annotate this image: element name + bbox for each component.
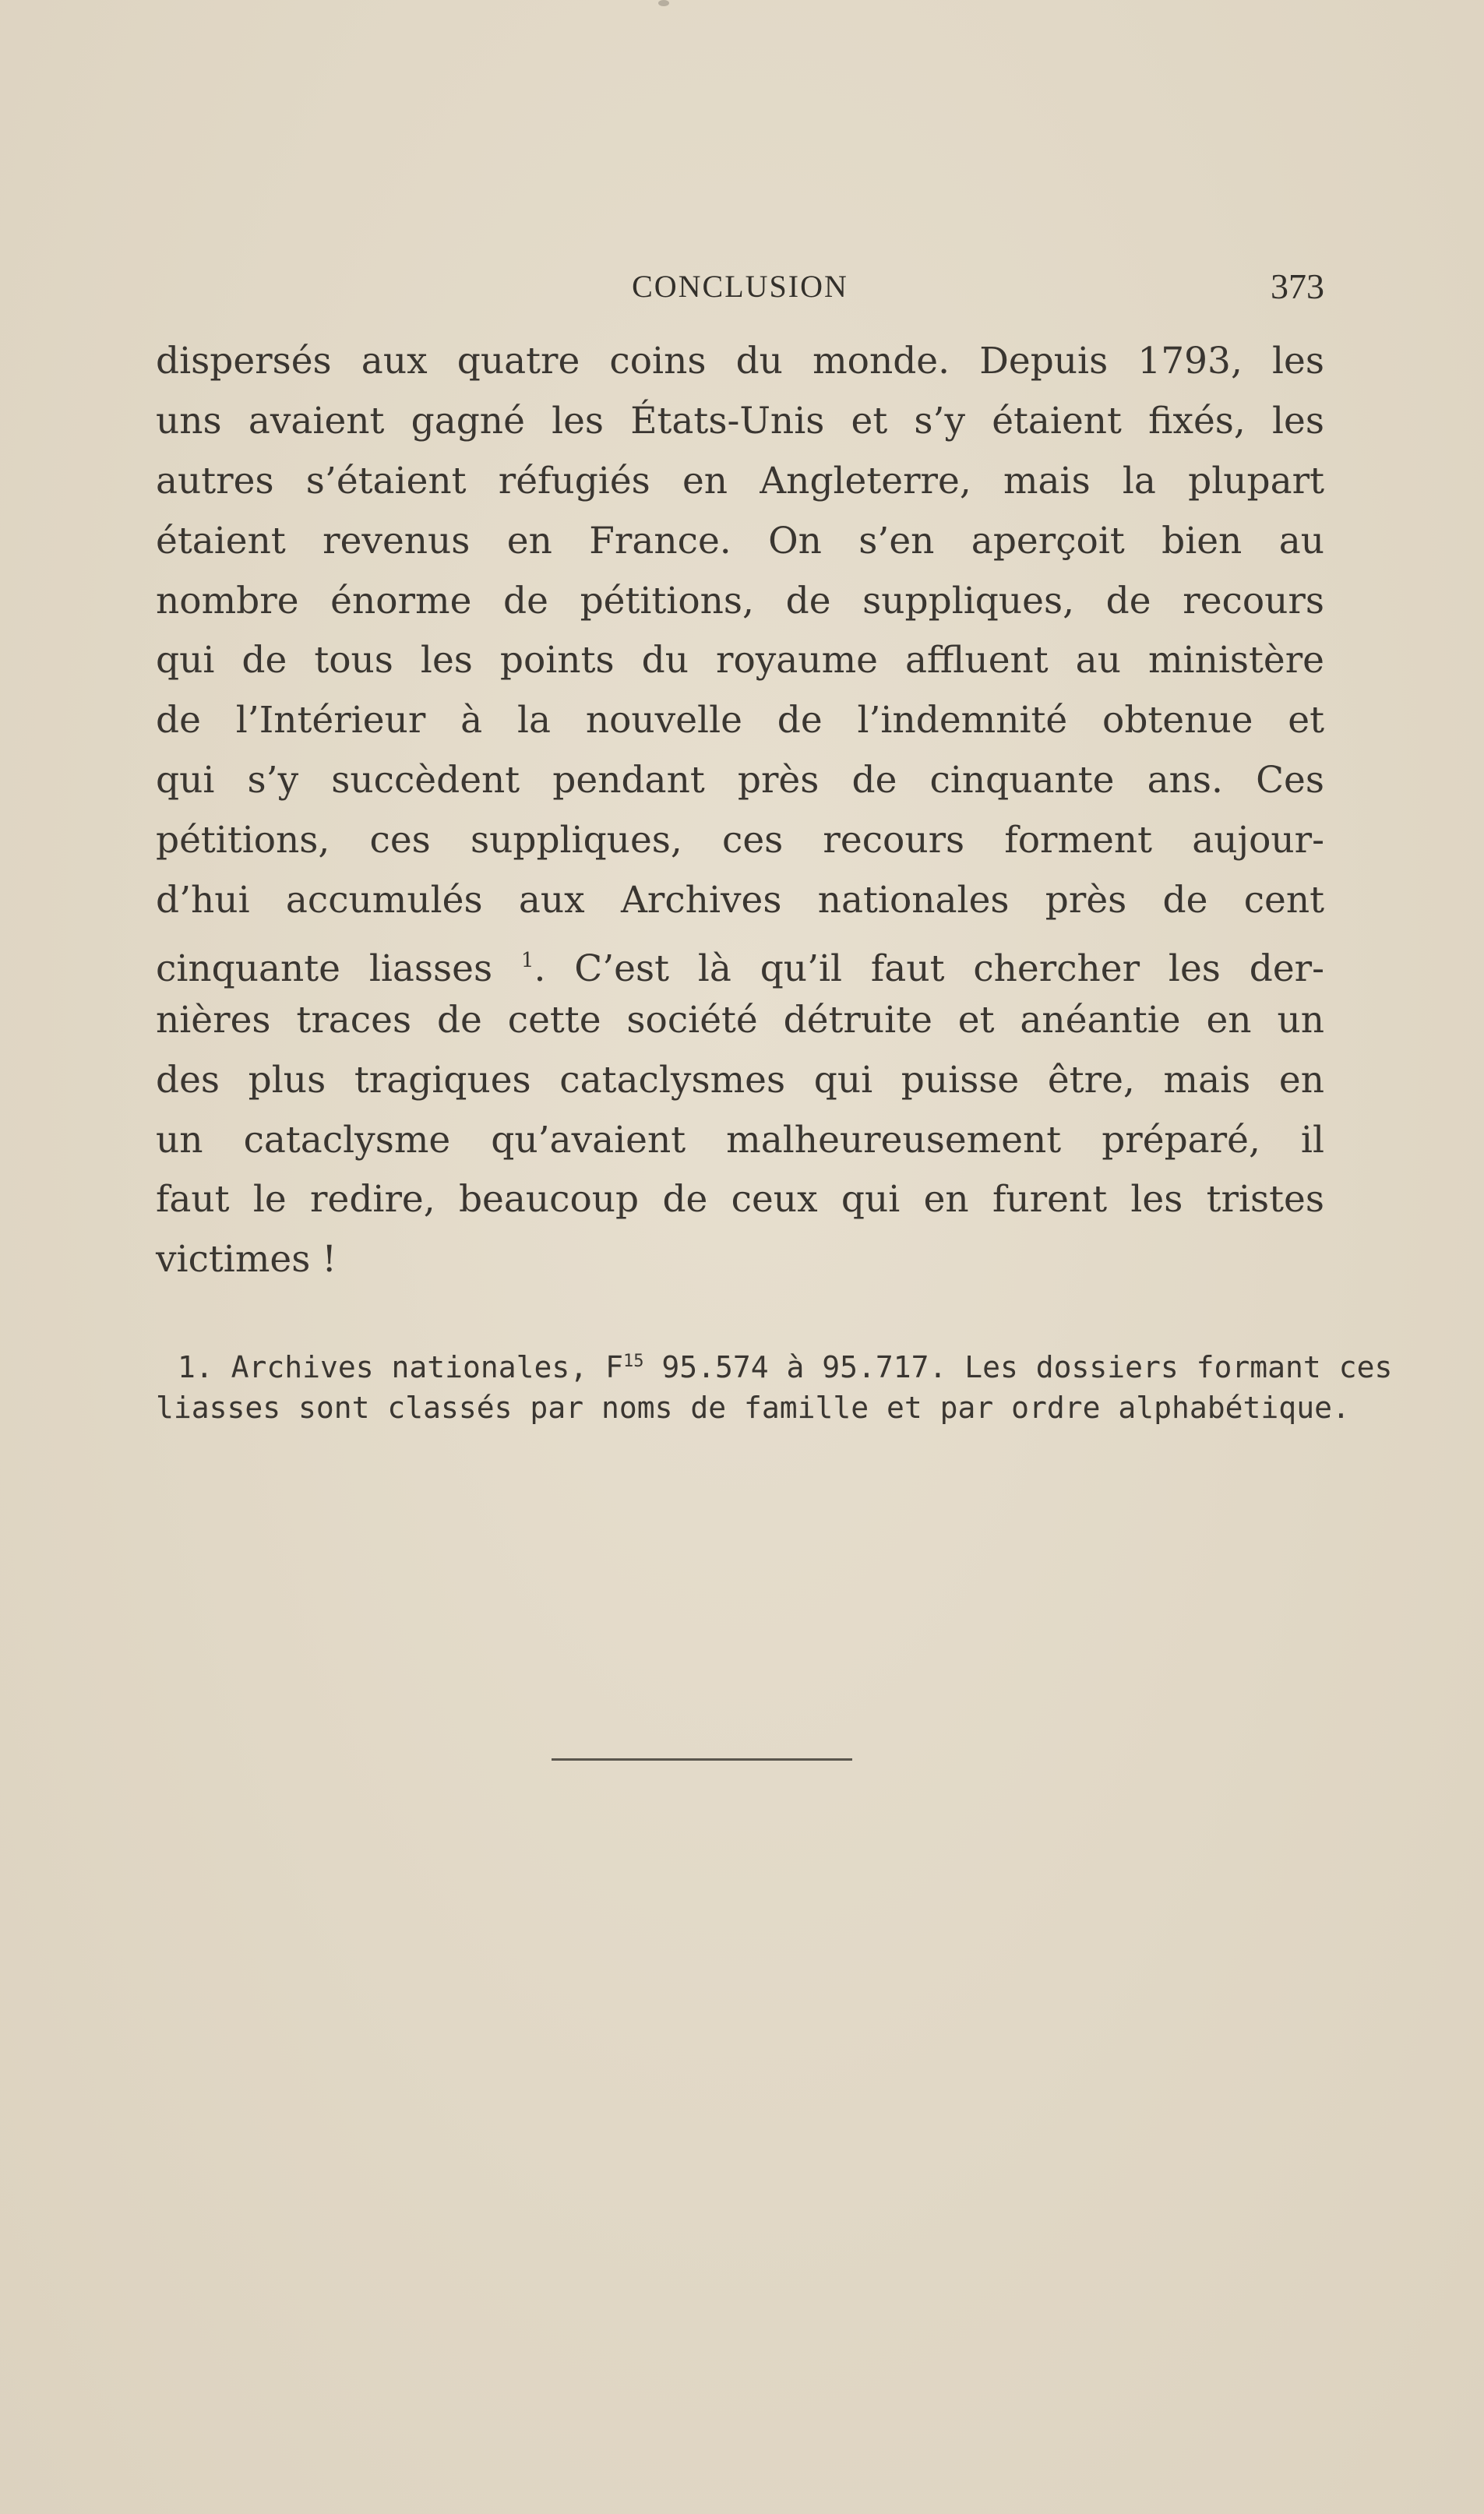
paper-speck bbox=[658, 0, 669, 6]
body-paragraph bbox=[156, 332, 1324, 1290]
footnote-text: 1. Archives nationales, F bbox=[178, 1350, 623, 1384]
text-line: pétitions, ces suppliques, ces recours forment aujour- bbox=[156, 819, 1324, 862]
text-line: uns avaient gagné les États-Unis et s’y étaient fixés, les bbox=[156, 399, 1324, 443]
text-line: nières traces de cette société détruite et anéantie en un bbox=[156, 998, 1324, 1042]
footnote-superscript: 15 bbox=[622, 1352, 644, 1371]
text-line-with-footnote-ref bbox=[156, 931, 1324, 991]
text-line: dispersés aux quatre coins du monde. Depuis 1793, les bbox=[156, 340, 1324, 383]
text-line: qui s’y succèdent pendant près de cinquante ans. Ces bbox=[156, 759, 1324, 802]
text-line: étaient revenus en France. On s’en aperçoit bien au bbox=[156, 519, 1324, 562]
text-line: victimes ! bbox=[156, 1238, 337, 1282]
text-fragment: . C’est là qu’il faut chercher les der- bbox=[534, 947, 1324, 990]
text-line: d’hui accumulés aux Archives nationales près de cent bbox=[156, 879, 1324, 922]
page-header bbox=[156, 263, 1324, 310]
text-line: de l’Intérieur à la nouvelle de l’indemnité obtenue et bbox=[156, 699, 1324, 742]
text-line: faut le redire, beaucoup de ceux qui en furent les tristes bbox=[156, 1178, 1324, 1222]
text-line: nombre énorme de pétitions, de suppliques, de recours bbox=[156, 579, 1324, 622]
text-fragment: cinquante liasses bbox=[156, 947, 493, 990]
footnote bbox=[156, 1342, 1393, 1428]
footnote-line bbox=[156, 1342, 1393, 1387]
running-title: CONCLUSION bbox=[632, 269, 848, 304]
text-line: qui de tous les points du royaume affluent au ministère bbox=[156, 639, 1324, 682]
page-number: 373 bbox=[1271, 266, 1324, 306]
footnote-line: liasses sont classés par noms de famille et par ordre alphabétique. bbox=[156, 1391, 1350, 1425]
footnote-reference: 1 bbox=[520, 948, 534, 972]
end-rule bbox=[552, 1758, 852, 1761]
footnote-text: 95.574 à 95.717. Les dossiers formant ces bbox=[643, 1350, 1393, 1384]
text-line: autres s’étaient réfugiés en Angleterre, mais la plupart bbox=[156, 459, 1324, 502]
text-line: des plus tragiques cataclysmes qui puisse être, mais en bbox=[156, 1058, 1324, 1102]
text-line: un cataclysme qu’avaient malheureusement préparé, il bbox=[156, 1118, 1324, 1162]
